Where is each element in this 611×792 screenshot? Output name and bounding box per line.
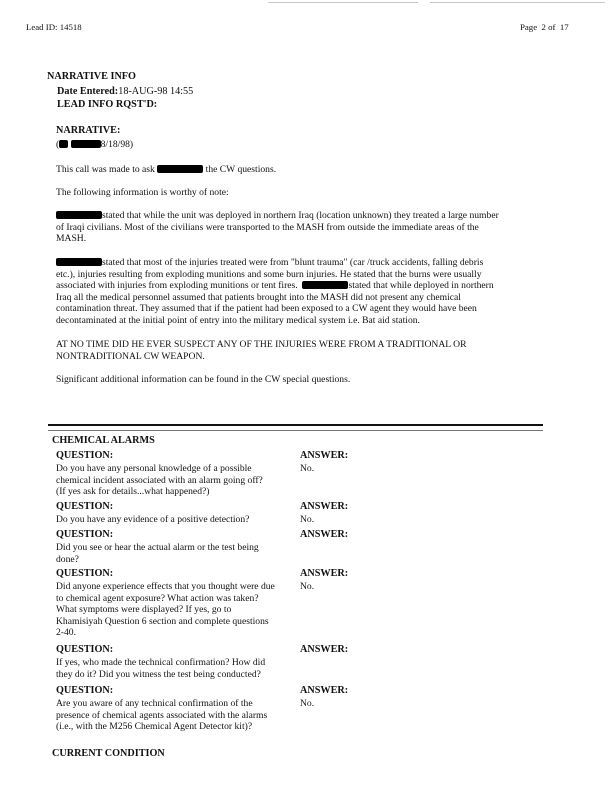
date-line-open: (: [56, 139, 60, 150]
redaction-bar: [157, 165, 203, 173]
question-text: [56, 657, 288, 680]
question-line: (i.e., with the M256 Chemical Agent Detector kit)?: [56, 721, 253, 733]
paragraph-6: Significant additional information can be found in the CW special questions.: [56, 374, 351, 385]
answer-text: No.: [300, 463, 315, 474]
p5-line: AT NO TIME DID HE EVER SUSPECT ANY OF THE INJURIES WERE FROM A TRADITIONAL OR: [56, 339, 467, 350]
p5-line: NONTRADITIONAL CW WEAPON.: [56, 350, 205, 362]
narrative-info-title: NARRATIVE INFO: [47, 71, 136, 82]
scan-artifact-line: [430, 2, 605, 3]
section-divider: [48, 424, 543, 426]
question-label: QUESTION:: [56, 644, 114, 655]
answer-label: ANSWER:: [300, 685, 349, 696]
question-text: [56, 514, 288, 526]
p4-line: stated that while deployed in northern: [348, 280, 494, 292]
paragraph-1: [56, 164, 526, 176]
p4-line: Iraq all the medical personnel assumed that patients brought into the MASH did not present any chemical: [56, 291, 461, 303]
lead-id: Lead ID: 14518: [26, 22, 82, 32]
question-line: to chemical agent exposure? What action was taken?: [56, 592, 259, 604]
answer-text: No.: [300, 698, 315, 709]
answer-text: No.: [300, 581, 315, 592]
redaction-bar: [56, 211, 102, 219]
p3-line: MASH.: [56, 233, 87, 245]
paragraph-5: [56, 339, 526, 362]
answer-label: ANSWER:: [300, 450, 349, 461]
p1-end: the CW questions.: [205, 164, 277, 175]
p1-start: This call was made to ask: [56, 164, 155, 175]
question-line: Do you have any personal knowledge of a possible: [56, 463, 252, 474]
p4-line: decontaminated at the initial point of entry into the military medical system i.e. Bat aid station.: [56, 314, 420, 326]
question-line: What symptoms were displayed? If yes, go to: [56, 604, 232, 616]
paragraph-4: [56, 257, 526, 327]
question-line: Are you aware of any technical confirmation of the: [56, 698, 253, 709]
paragraph-3: [56, 210, 526, 245]
p3-line: of Iraqi civilians. Most of the civilians were transported to the MASH from outside the immediate areas of the: [56, 221, 479, 233]
p3-line: stated that while the unit was deployed in northern Iraq (location unknown) they treated a large number: [102, 210, 499, 221]
date-entered-label: Date Entered:: [57, 86, 119, 97]
p4-line: associated with injuries from exploding munitions or tent fires.: [56, 280, 298, 292]
narrative-title: NARRATIVE:: [56, 125, 121, 136]
current-condition-title: CURRENT CONDITION: [52, 748, 165, 759]
answer-label: ANSWER:: [300, 501, 349, 512]
question-label: QUESTION:: [56, 501, 114, 512]
redaction-bar: [59, 140, 68, 148]
question-text: [56, 542, 288, 565]
date-line-rest: 8/18/98): [100, 139, 134, 150]
question-line: (If yes ask for details...what happened?): [56, 486, 210, 498]
question-text: [56, 463, 288, 498]
chemical-alarms-title: CHEMICAL ALARMS: [52, 435, 155, 446]
question-text: [56, 581, 288, 639]
question-line: done?: [56, 553, 79, 565]
question-label: QUESTION:: [56, 450, 114, 461]
question-line: Khamisiyah Question 6 section and complete questions: [56, 615, 269, 627]
question-line: they do it? Did you witness the test being conducted?: [56, 668, 261, 680]
date-entered: [57, 86, 193, 98]
question-line: Did you see or hear the actual alarm or the test being: [56, 542, 259, 553]
p4-line: contamination threat. They assumed that if the patient had been exposed to a CW agent they would have been: [56, 303, 477, 315]
question-line: Did anyone experience effects that you thought were due: [56, 581, 275, 592]
answer-text: No.: [300, 514, 315, 525]
lead-info-requested: LEAD INFO RQST'D:: [57, 99, 158, 110]
section-divider-faint: [48, 430, 543, 431]
redaction-bar: [56, 258, 102, 266]
answer-label: ANSWER:: [300, 644, 349, 655]
question-label: QUESTION:: [56, 529, 114, 540]
p4-line: stated that most of the injuries treated were from "blunt trauma" (car /truck accidents, falling debris: [102, 257, 484, 268]
question-text: [56, 698, 288, 733]
question-line: If yes, who made the technical confirmation? How did: [56, 657, 266, 668]
paragraph-2: The following information is worthy of note:: [56, 187, 229, 198]
answer-label: ANSWER:: [300, 529, 349, 540]
redaction-bar: [71, 140, 101, 148]
question-line: presence of chemical agents associated with the alarms: [56, 709, 268, 721]
date-entered-value: 18-AUG-98 14:55: [118, 86, 194, 97]
p4-line: etc.), injuries resulting from exploding munitions and some burn injuries. He stated that the burns were usually: [56, 268, 482, 280]
narrative-date-line: [56, 139, 133, 151]
redaction-bar: [302, 281, 348, 289]
question-line: 2-40.: [56, 627, 76, 639]
page-number: Page 2 of 17: [520, 22, 569, 32]
question-label: QUESTION:: [56, 568, 114, 579]
scan-artifact-line: [268, 2, 418, 3]
question-label: QUESTION:: [56, 685, 114, 696]
answer-label: ANSWER:: [300, 568, 349, 579]
question-line: Do you have any evidence of a positive detection?: [56, 514, 250, 525]
question-line: chemical incident associated with an alarm going off?: [56, 474, 263, 486]
